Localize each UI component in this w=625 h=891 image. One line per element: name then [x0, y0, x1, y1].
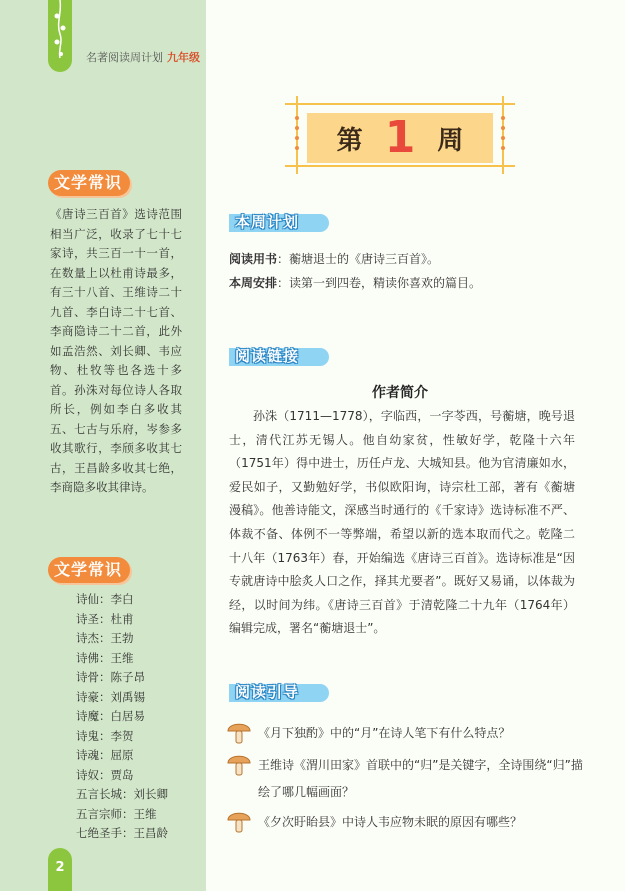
- list-item: 诗骨：陈子昂: [76, 670, 145, 684]
- list-item: 诗奴：贾岛: [76, 767, 134, 782]
- question-text: 《夕次盱眙县》中诗人韦应物未眠的原因有哪些？: [258, 815, 523, 829]
- schedule-value: ：读第一到四卷，精读你喜欢的篇目。: [277, 276, 482, 290]
- page-number: 2: [55, 860, 65, 875]
- top-tab: [48, 0, 72, 72]
- reading-book-value: ：蘅塘退士的《唐诗三百首》。: [277, 252, 440, 266]
- grade-label: 九年级: [167, 51, 200, 64]
- mushroom-icon: [226, 718, 252, 746]
- author-intro-title: 作者简介: [372, 385, 428, 401]
- mushroom-icon: [226, 750, 252, 778]
- badge-label: 文学常识: [54, 173, 123, 192]
- section-title: 阅读引导: [235, 683, 300, 701]
- mushroom-icon: [226, 807, 252, 835]
- poet-titles-list: [76, 590, 204, 844]
- plan-section-header: [229, 208, 299, 236]
- question-text: 《月下独酌》中的“月”在诗人笔下有什么特点？: [258, 726, 511, 740]
- week-title: [307, 113, 493, 163]
- guide-section-header: [229, 678, 299, 706]
- literary-knowledge-badge-1: [48, 168, 122, 198]
- list-item: 诗鬼：李贺: [76, 728, 134, 743]
- list-item: 诗杰：王勃: [76, 631, 134, 645]
- list-item: 诗仙：李白: [76, 592, 134, 606]
- list-item: 五言宗师：王维: [76, 806, 157, 821]
- list-item: 诗魂：屈原: [76, 748, 134, 762]
- week-word-1: 第: [336, 125, 363, 156]
- section-title: 本周计划: [235, 213, 300, 231]
- series-header: [86, 49, 200, 65]
- reading-book-line: [229, 250, 439, 267]
- author-intro-body: 孙洙（1711—1778），字临西，一字苓西，号蘅塘，晚号退士，清代江苏无锡人。他自幼家贫，性敏好学，乾隆十六年（1751年）得中进士，历任卢龙、大城知县。他为官清廉如水，爱民如子，又勤勉好学，书似欧阳询，诗宗杜工部，著有《蘅塘漫稿》。他善诗能文，深感当时通行的《千家诗》选诗标准不严、体裁不备、体例不一等弊端，希望以新的选本取而代之。乾隆二十八年（1763年）春，开始编选《唐诗三百首》。选诗标准是“因专就唐诗中脍炙人口之作，择其尤要者”。既好又易诵，以体裁为经，以时间为纬。《唐诗三百首》于清乾隆二十九年（1764年）编辑完成，署名“蘅塘退士”。: [229, 409, 575, 636]
- question-text: 王维诗《渭川田家》首联中的“归”是关键字，全诗围绕“归”描绘了哪几幅画面？: [258, 758, 583, 799]
- list-item: 七绝圣手：王昌龄: [76, 826, 168, 840]
- link-section-header: [229, 342, 299, 370]
- section-title: 阅读链接: [235, 347, 300, 365]
- week-number: 1: [384, 112, 416, 163]
- schedule-label: 本周安排: [229, 276, 278, 290]
- list-item: 诗魔：白居易: [76, 709, 145, 723]
- series-title: 名著阅读周计划: [86, 51, 163, 64]
- list-item: 诗圣：杜甫: [76, 611, 134, 626]
- badge-label: 文学常识: [54, 560, 123, 579]
- list-item: 诗佛：王维: [76, 650, 134, 665]
- sidebar-paragraph: 《唐诗三百首》选诗范围相当广泛，收录了七十七家诗，共三百一十一首，在数量上以杜甫诗最多，有三十八首、王维诗二十九首、李白诗二十七首、李商隐诗二十二首，此外如孟浩然、刘长卿、韦应物、杜牧等也各选十多首。孙洙对每位诗人各取所长，例如李白多收其五、七古与乐府，岑参多收其歌行，李颀多收其七古，王昌龄多收其七绝，李商隐多收其律诗。: [50, 207, 182, 494]
- schedule-line: [229, 274, 481, 291]
- list-item: 五言长城：刘长卿: [76, 787, 168, 801]
- list-item: 诗豪：刘禹锡: [76, 689, 145, 704]
- reading-book-label: 阅读用书: [229, 252, 278, 266]
- literary-knowledge-badge-2: [48, 555, 122, 585]
- vine-decoration-icon: [48, 0, 72, 60]
- week-word-2: 周: [437, 125, 464, 156]
